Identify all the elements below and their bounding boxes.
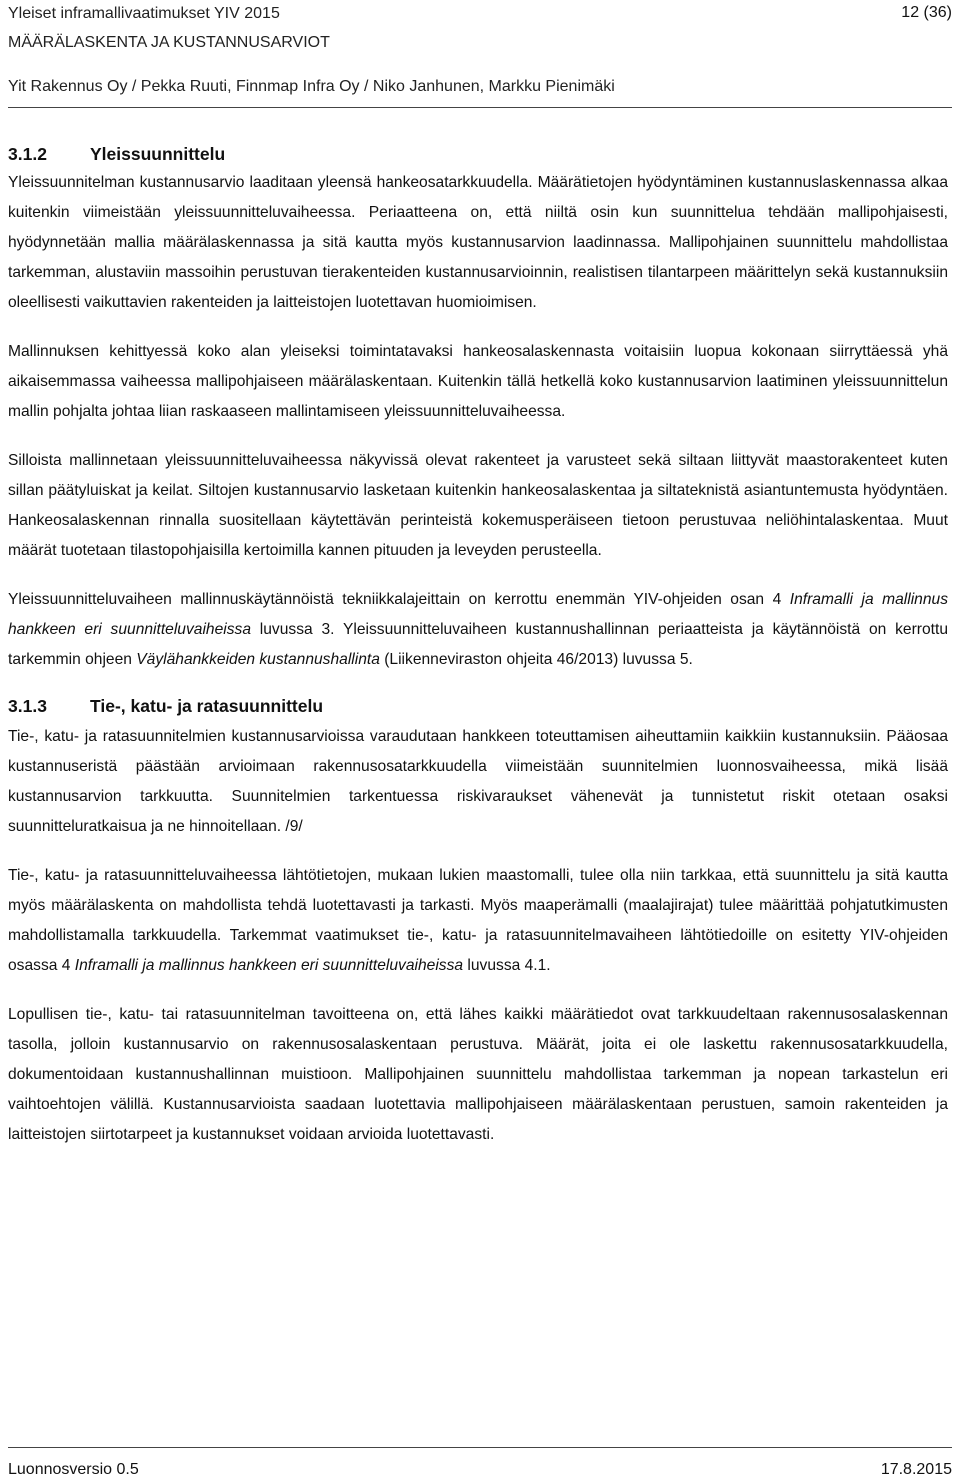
document-title: Yleiset inframallivaatimukset YIV 2015 [8, 5, 280, 22]
header-title-row [8, 4, 952, 24]
text-run: Yleissuunnitteluvaiheen mallinnuskäytännöistä tekniikkalajeittain on kerrottu enemmän YIV-ohjeiden osan 4 [8, 591, 790, 608]
section-heading-3-1-2 [8, 140, 948, 168]
paragraph-kustannusarviot: Tie-, katu- ja ratasuunnitelmien kustannusarvioissa varaudutaan hankkeen toteuttamisen aiheuttamiin kaikkiin kustannuksiin. Pääosaa kustannuseristä päästään arvioimaan rakennusosatarkkuudella viimeistään suunnitelmien luonnosvaiheessa, mikä lisää kustannusarvion tarkkuutta. Suunnitelmien tarkentuessa riskivaraukset vähenevät ja tunnistetut riskit otetaan osaksi suunnitteluratkaisua ja ne hinnoitellaan. /9/ [8, 728, 948, 835]
section-number: 3.1.2 [8, 144, 47, 164]
paragraph-lopullinen-suunnitelma: Lopullisen tie-, katu- tai ratasuunnitelman tavoitteena on, että lähes kaikki määrätiedot ovat tarkkuudeltaan rakennusosalaskennan tasolla, jolloin kustannusarvio on rakennusosalaskentaan perustuva. Määrät, joita ei ole laskettu rakennusosatarkkuudella, dokumentoidaan kustannushallinnan muistioon. Mallipohjainen suunnittelu mahdollistaa tarkemman ja nopean tarkastelun eri vaihtoehtojen välillä. Kustannusarvioista saadaan luotettavia mallipohjaiseen määrälaskentaan perustuen, samoin rakenteiden ja laitteistojen siirtotarpeet ja kustannukset voidaan arvioida luotettavasti. [8, 1006, 948, 1143]
text-run: Tie-, katu- ja ratasuunnitteluvaiheessa lähtötietojen, mukaan lukien maastomalli, tulee olla niin tarkkaa, että suunnittelu ja sitä kautta myös määrälaskenta on mahdollista tehdä luotettavasti ja tarkasti. Myös maaperämalli (maalajirajat) tulee määrittää pohjatutkimusten mahdollistamalla tarkkuudella. Tarkemmat vaatimukset tie-, katu- ja ratasuunnitelmavaiheen lähtötiedoille on esitetty YIV-ohjeiden osassa 4 [8, 867, 948, 974]
reference-title: Inframalli ja mallinnus hankkeen eri suunnitteluvaiheissa [8, 591, 948, 638]
text-run: (Liikenneviraston ohjeita 46/2013) luvussa 5. [379, 651, 693, 668]
footer-date: 17.8.2015 [880, 1461, 952, 1478]
text-run: luvussa 3. Yleissuunnitteluvaiheen kustannushallinnan periaatteista ja käytännöistä on kerrottu tarkemmin ohjeen [8, 621, 948, 668]
header-divider [8, 107, 952, 108]
paragraph-lahtotiedot [8, 861, 948, 981]
reference-title: Inframalli ja mallinnus hankkeen eri suunnitteluvaiheissa [74, 957, 464, 974]
text-run: luvussa 4.1. [463, 957, 551, 974]
page-body [8, 140, 948, 1169]
footer-divider [8, 1447, 952, 1448]
document-authors: Yit Rakennus Oy / Pekka Ruuti, Finnmap Infra Oy / Niko Janhunen, Markku Pienimäki [8, 78, 615, 95]
section-number: 3.1.3 [8, 696, 47, 716]
section-title: Tie-, katu- ja ratasuunnittelu [90, 696, 324, 716]
paragraph-mallinnus: Mallinnuksen kehittyessä koko alan yleiseksi toimintatavaksi hankeosalaskennasta voitaisiin luopua kokonaan siirryttäessä yhä aikaisemmassa vaiheessa mallipohjaiseen määrälaskentaan. Kuitenkin tällä hetkellä koko kustannusarvion laatiminen yleissuunnittelun mallin pohjalta johtaa liian raskaaseen mallintamiseen yleissuunnitteluvaiheessa. [8, 343, 948, 420]
footer-version: Luonnosversio 0.5 [8, 1461, 139, 1478]
document-subtitle: MÄÄRÄLASKENTA JA KUSTANNUSARVIOT [8, 34, 330, 51]
page-number: 12 (36) [901, 4, 952, 21]
paragraph-mallinnuskaytannot [8, 585, 948, 675]
paragraph-sillat: Silloista mallinnetaan yleissuunnitteluvaiheessa näkyvissä olevat rakenteet ja varusteet sekä siltaan liittyvät maastorakenteet kuten sillan päätyluiskat ja keilat. Siltojen kustannusarvio lasketaan kuitenkin hankeosalaskentaa ja siltateknistä asiantuntemusta hyödyntäen. Hankeosalaskennan rinnalla suositellaan käytettävän perinteistä kokemusperäiseen tietoon perustuvaa neliöhintalaskentaa. Muut määrät tuotetaan tilastopohjaisilla kertoimilla kannen pituuden ja leveyden perusteella. [8, 452, 948, 559]
paragraph-yleissuunnitelma: Yleissuunnitelman kustannusarvio laaditaan yleensä hankeosatarkkuudella. Määrätietojen hyödyntäminen kustannuslaskennassa alkaa kuitenkin viimeistään yleissuunnitteluvaiheessa. Periaatteena on, että niiltä osin kun suunnittelua tehdään mallipohjaisesti, hyödynnetään mallia määrälaskennassa ja sitä kautta myös kustannusarvion laadinnassa. Mallipohjainen suunnittelu mahdollistaa tarkemman, alustaviin massoihin perustuvan tierakenteiden kustannusarvioinnin, realistisen tilantarpeen määrittelyn sekä kustannuksiin oleellisesti vaikuttavien rakenteiden ja laitteistojen luotettavan huomioimisen. [8, 174, 948, 311]
page-footer [8, 1447, 952, 1478]
section-title: Yleissuunnittelu [90, 144, 226, 164]
section-heading-3-1-3 [8, 692, 948, 720]
reference-title: Väylähankkeiden kustannushallinta [136, 651, 380, 668]
